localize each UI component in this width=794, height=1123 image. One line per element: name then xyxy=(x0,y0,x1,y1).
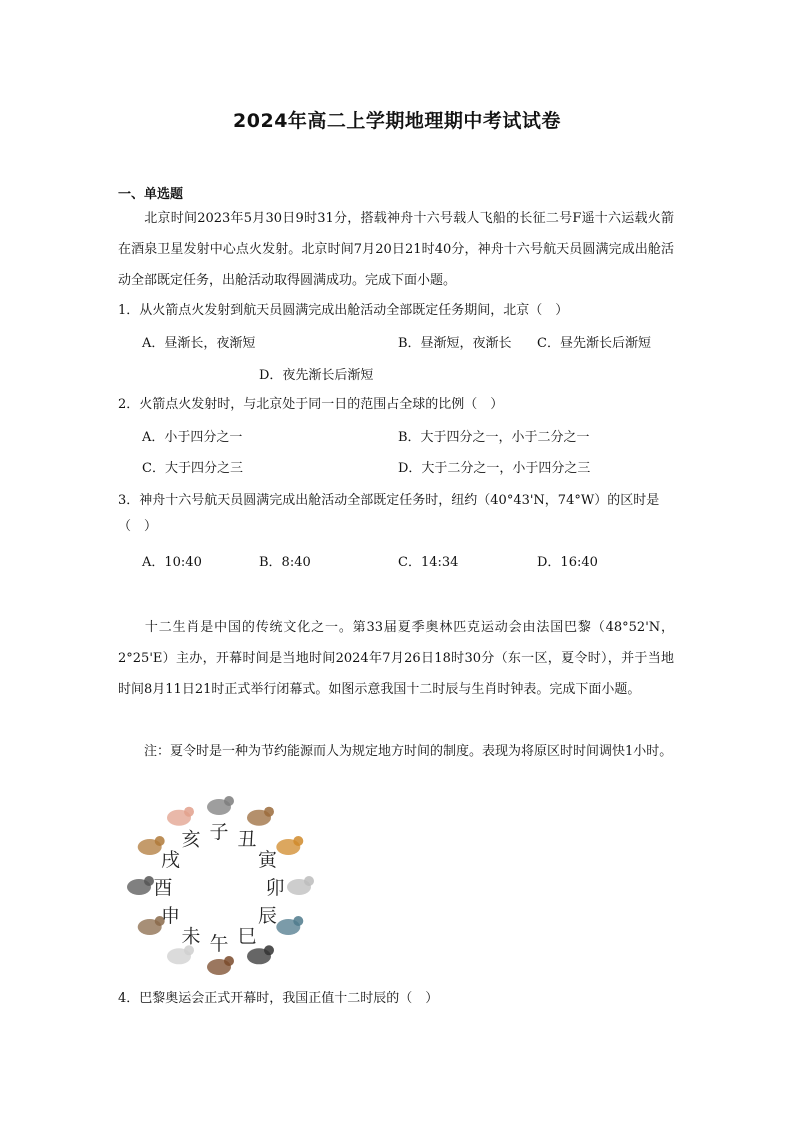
dragon-icon xyxy=(276,916,303,935)
q1-option-a: A．昼渐长，夜渐短 xyxy=(142,336,256,351)
branch-5: 巳 xyxy=(237,925,257,948)
branch-1: 丑 xyxy=(237,828,257,851)
pig-icon xyxy=(167,807,194,826)
branch-8: 申 xyxy=(160,905,181,927)
q3-option-d: D．16:40 xyxy=(537,555,598,570)
passage-1 xyxy=(118,203,674,296)
branch-6: 午 xyxy=(209,933,229,955)
branch-3: 卯 xyxy=(265,877,285,899)
horse-icon xyxy=(207,956,234,975)
rat-icon xyxy=(207,796,234,815)
note-text: 注：夏令时是一种为节约能源而人为规定地方时间的制度。表现为将原区时时间调快1小时。 xyxy=(144,744,673,759)
passage-2 xyxy=(118,612,674,705)
q2-option-b: B．大于四分之一，小于二分之一 xyxy=(398,430,590,445)
q3-option-c: C．14:34 xyxy=(398,555,459,570)
page-title: 2024年高二上学期地理期中考试试卷 xyxy=(233,110,561,132)
zodiac-clock-figure xyxy=(124,795,314,980)
q1-option-c: C．昼先渐长后渐短 xyxy=(537,336,651,351)
q1-option-d: D．夜先渐长后渐短 xyxy=(259,368,374,383)
branch-4: 辰 xyxy=(257,905,278,927)
note-paragraph xyxy=(118,736,674,767)
q3-option-a: A．10:40 xyxy=(142,555,202,570)
branch-9: 酉 xyxy=(153,877,173,899)
goat-icon xyxy=(167,945,194,964)
tiger-icon xyxy=(276,836,303,855)
branch-0: 子 xyxy=(209,821,229,843)
q3-option-b: B．8:40 xyxy=(259,555,311,570)
zodiac-branches xyxy=(153,821,284,955)
q1-option-b: B．昼渐短，夜渐长 xyxy=(398,336,512,351)
branch-10: 戌 xyxy=(160,849,181,871)
question-2-stem: 2．火箭点火发射时，与北京处于同一日的范围占全球的比例（ ） xyxy=(118,397,504,412)
ox-icon xyxy=(247,807,274,826)
section-heading: 一、单选题 xyxy=(118,187,184,202)
passage-2-text: 十二生肖是中国的传统文化之一。第33届夏季奥林匹克运动会由法国巴黎（48°52'N，2°25'E）主办，开幕时间是当地时间2024年7月26日18时30分（东一区，夏令时），并于当地时间8月11日21时正式举行闭幕式。如图示意我国十二时辰与生肖时钟表。完成下面小题。 xyxy=(118,620,674,697)
branch-7: 未 xyxy=(181,925,201,948)
branch-2: 寅 xyxy=(257,849,278,871)
q2-option-a: A．小于四分之一 xyxy=(142,430,243,445)
rooster-icon xyxy=(127,876,154,895)
rabbit-icon xyxy=(287,876,314,895)
question-4-stem: 4．巴黎奥运会正式开幕时，我国正值十二时辰的（ ） xyxy=(118,991,439,1006)
passage-1-text: 北京时间2023年5月30日9时31分，搭载神舟十六号载人飞船的长征二号F遥十六运载火箭在酒泉卫星发射中心点火发射。北京时间7月20日21时40分，神舟十六号航天员圆满完成出舱活动全部既定任务，出舱活动取得圆满成功。完成下面小题。 xyxy=(118,211,674,288)
q2-option-d: D．大于二分之一，小于四分之三 xyxy=(398,461,591,476)
question-1-stem: 1．从火箭点火发射到航天员圆满完成出舱活动全部既定任务期间，北京（ ） xyxy=(118,303,569,318)
branch-11: 亥 xyxy=(181,828,201,851)
q2-option-c: C．大于四分之三 xyxy=(142,461,243,476)
question-3-stem: 3．神舟十六号航天员圆满完成出舱活动全部既定任务时，纽约（40°43'N，74°W）的区时是（ ） xyxy=(118,493,660,534)
snake-icon xyxy=(247,945,274,964)
